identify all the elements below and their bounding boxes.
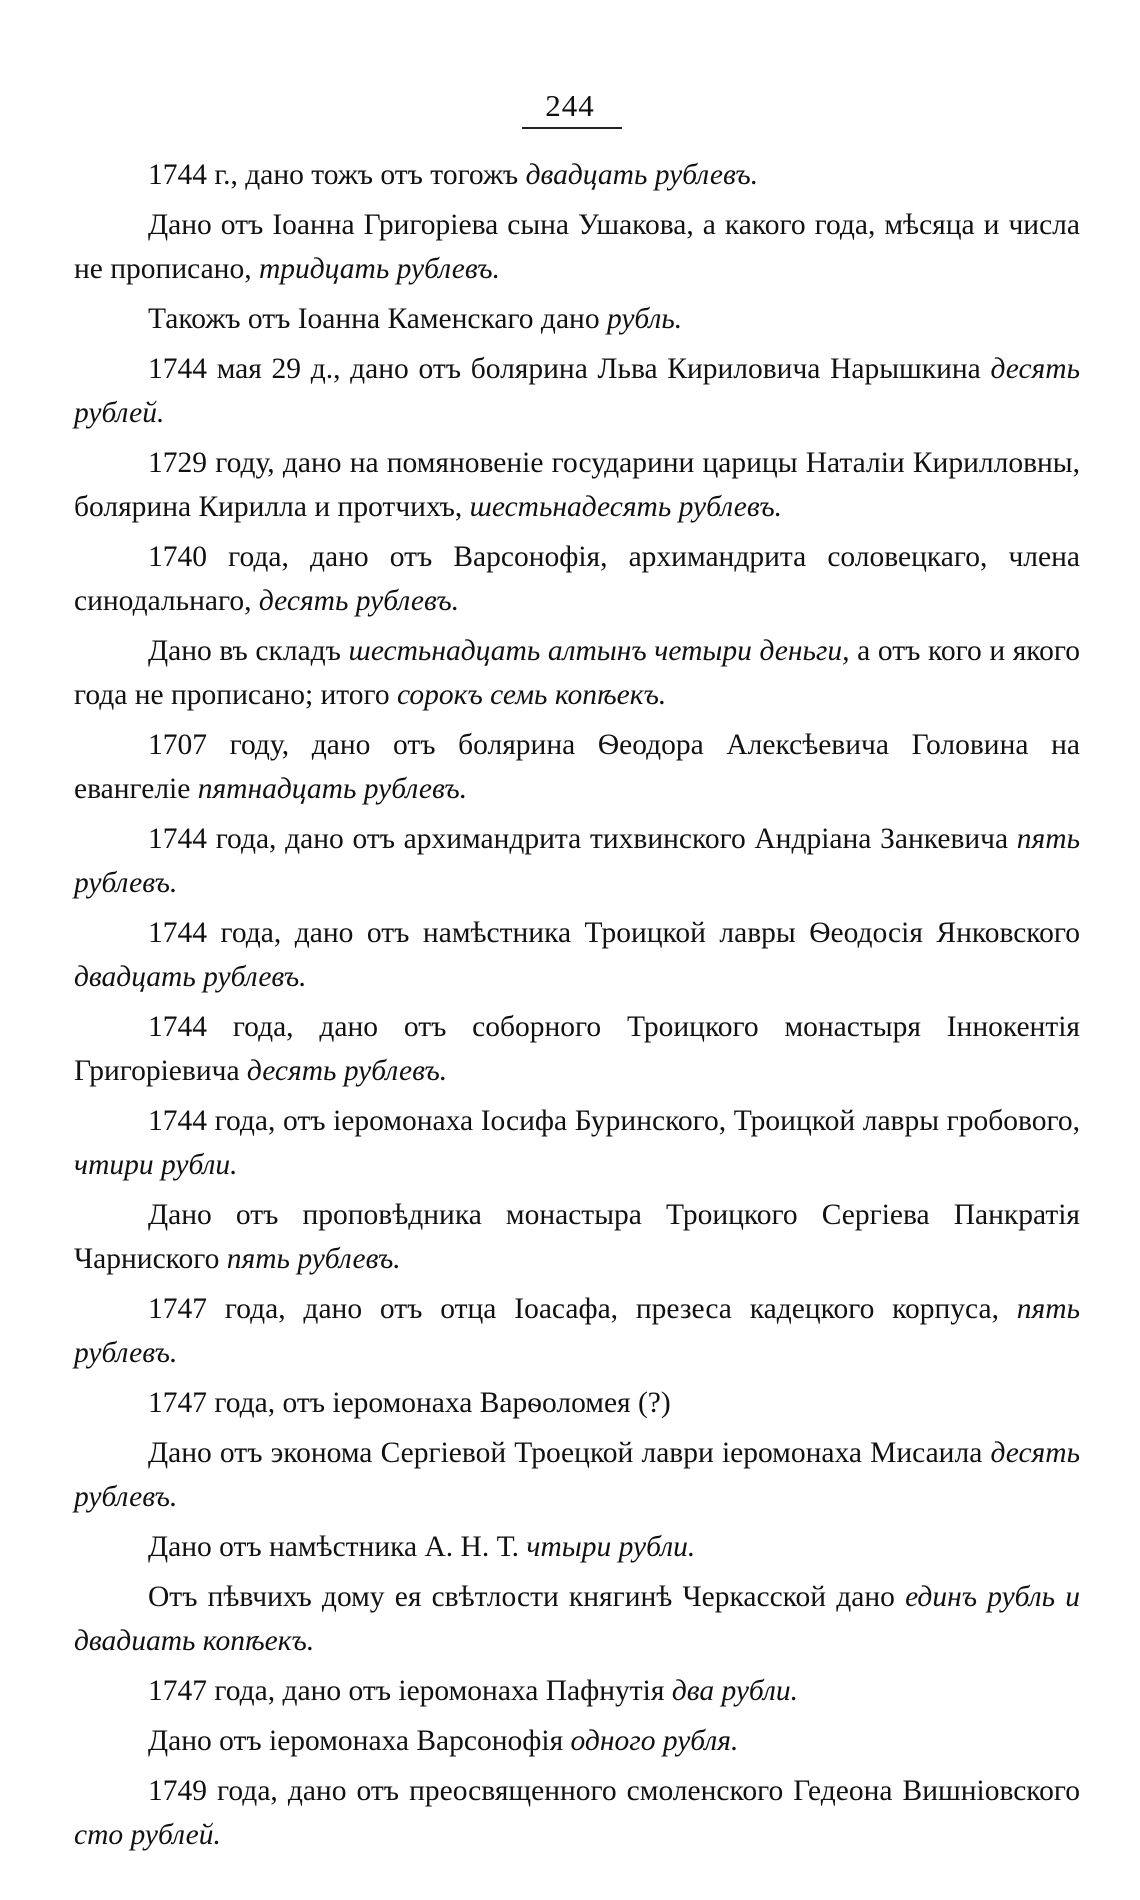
- entry: [74, 1719, 1080, 1763]
- entry: [74, 1287, 1080, 1375]
- entry-text: 1729 году, дано на помяновеніе государини царицы Наталіи Кирилловны, болярина Кирилла и протчихъ,: [74, 447, 1080, 523]
- entry: [74, 723, 1080, 811]
- entry-text: 1747 года, дано отъ іеромонаха Пафнутія: [148, 1675, 672, 1707]
- entry-amount: пять рублевъ.: [74, 1293, 1080, 1369]
- entry: [74, 1431, 1080, 1519]
- entry-amount: десять рублей.: [74, 353, 1080, 429]
- entry-amount: десять рублевъ.: [74, 1437, 1080, 1513]
- entry-text: Дано отъ Іоанна Григоріева сына Ушакова, а какого года, мѣсяца и числа не прописано,: [74, 209, 1080, 285]
- entry-text: 1744 года, дано отъ соборного Троицкого монастыря Іннокентія Григоріевича: [74, 1011, 1080, 1087]
- entry-amount: рубль.: [606, 303, 683, 335]
- entry-text: Дано отъ проповѣдника монастыра Троицкого Сергіева Панкратія Чарниского: [74, 1199, 1080, 1275]
- entry: [74, 1381, 1080, 1425]
- entry: [74, 153, 1080, 197]
- entry: [74, 203, 1080, 291]
- page-number: 244: [545, 88, 595, 123]
- entry-amount: одного рубля.: [570, 1725, 739, 1757]
- entry: [74, 1575, 1080, 1663]
- entry-text: 1744 года, отъ іеромонаха Іосифа Буринского, Троицкой лавры гробового,: [148, 1105, 1080, 1137]
- entry-amount: двадцать рублевъ.: [74, 961, 307, 993]
- entry-text: Такожъ отъ Іоанна Каменскаго дано: [148, 303, 607, 335]
- entry: [74, 1525, 1080, 1569]
- entry-amount: чтири рубли.: [74, 1149, 238, 1181]
- entry-amount: тридцать рублевъ.: [258, 253, 500, 285]
- entry-amount-total: сорокъ семь копѣекъ.: [397, 679, 667, 711]
- entry-amount: десять рублевъ.: [258, 585, 460, 617]
- entry-text: 1744 мая 29 д., дано отъ болярина Льва Кириловича Нарышкина: [148, 353, 991, 385]
- entry: [74, 535, 1080, 623]
- entry-amount: пятнадцать рублевъ.: [197, 773, 468, 805]
- entry-text: 1747 года, дано отъ отца Іоасафа, презеса кадецкого корпуса,: [148, 1293, 1017, 1325]
- entry: [74, 1193, 1080, 1281]
- entry-amount: два рубли.: [671, 1675, 799, 1707]
- entry-amount: чтыри рубли.: [526, 1531, 696, 1563]
- entry-amount: сто рублей.: [74, 1819, 221, 1851]
- entry: [74, 1669, 1080, 1713]
- entry-text: 1747 года, отъ іеромонаха Варѳоломея (?): [148, 1387, 671, 1419]
- entry: [74, 297, 1080, 341]
- entry: [74, 1769, 1080, 1857]
- entry-amount: шестьнадцать алтынъ четыри деньги,: [348, 635, 850, 667]
- entry: [74, 347, 1080, 435]
- entry-text: 1744 г., дано тожъ отъ тогожъ: [148, 159, 526, 191]
- entry-amount: пять рублевъ.: [74, 823, 1080, 899]
- entry-text: 1740 года, дано отъ Варсонофія, архимандрита соловецкаго, члена синодальнаго,: [74, 541, 1080, 617]
- page-number-rule: [522, 127, 622, 129]
- entry-text-continued: а отъ кого и якого года не прописано; итого: [74, 635, 1080, 711]
- entry: [74, 1005, 1080, 1093]
- entries-list: [74, 153, 1080, 1863]
- entry-text: Дано отъ эконома Сергіевой Троецкой лаври іеромонаха Мисаила: [148, 1437, 991, 1469]
- entry-text: 1744 года, дано отъ архимандрита тихвинского Андріана Занкевича: [148, 823, 1017, 855]
- entry-text: 1749 года, дано отъ преосвященного смоленского Гедеона Вишніовского: [148, 1775, 1080, 1807]
- entry: [74, 629, 1080, 717]
- entry-text: Отъ пѣвчихъ дому ея свѣтлости княгинѣ Черкасской дано: [148, 1581, 906, 1613]
- entry: [74, 441, 1080, 529]
- entry-text: Дано въ складъ: [148, 635, 349, 667]
- entry-text: 1744 года, дано отъ намѣстника Троицкой лавры Ѳеодосія Янковского: [148, 917, 1080, 949]
- entry: [74, 1099, 1080, 1187]
- entry-amount: пять рублевъ.: [226, 1243, 401, 1275]
- entry-amount: единъ рубль и двадиать копѣекъ.: [74, 1581, 1081, 1657]
- entry-text: Дано отъ намѣстника А. Н. Т.: [148, 1531, 527, 1563]
- entry: [74, 911, 1080, 999]
- entry-amount: шестьнадесять рублевъ.: [469, 491, 783, 523]
- entry-amount: десять рублевъ.: [246, 1055, 448, 1087]
- entry-amount: двадцать рублевъ.: [525, 159, 759, 191]
- entry-text: Дано отъ іеромонаха Варсонофія: [148, 1725, 571, 1757]
- entry-text: 1707 году, дано отъ болярина Ѳеодора Алексѣевича Головина на евангеліе: [74, 729, 1080, 805]
- entry: [74, 817, 1080, 905]
